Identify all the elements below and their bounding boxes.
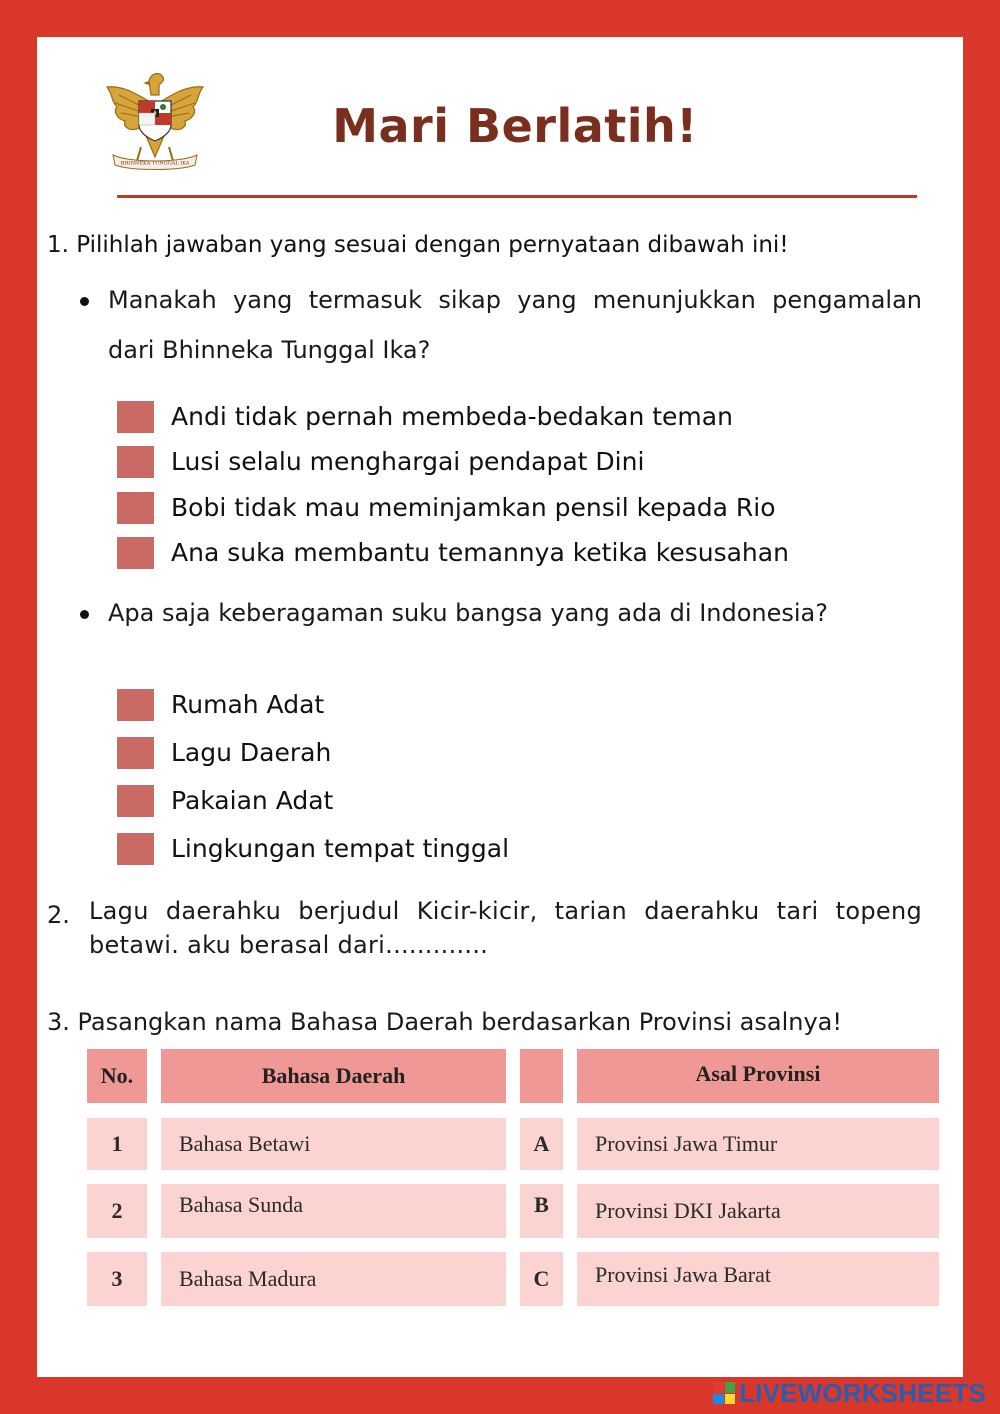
- option-label: Pakaian Adat: [171, 786, 334, 815]
- question-1-instruction: 1. Pilihlah jawaban yang sesuai dengan pernyataan dibawah ini!: [47, 232, 789, 258]
- option-label: Lagu Daerah: [171, 738, 332, 767]
- option-label: Lingkungan tempat tinggal: [171, 834, 510, 863]
- question-2: [47, 894, 922, 962]
- row-3-no: 3: [87, 1252, 147, 1306]
- row-3-bahasa[interactable]: Bahasa Madura: [161, 1252, 506, 1306]
- row-2-provinsi[interactable]: Provinsi DKI Jakarta: [577, 1184, 939, 1238]
- question-1b-text: Apa saja keberagaman suku bangsa yang ada di Indonesia?: [108, 599, 828, 627]
- liveworksheets-logo-icon: [713, 1382, 735, 1404]
- row-2-bahasa[interactable]: Bahasa Sunda: [161, 1184, 506, 1238]
- checkbox[interactable]: [117, 833, 154, 865]
- checkbox[interactable]: [117, 492, 154, 524]
- header-bahasa-daerah: Bahasa Daerah: [161, 1049, 506, 1103]
- row-1-letter: A: [520, 1118, 563, 1170]
- liveworksheets-watermark: [713, 1377, 986, 1408]
- option-label: Andi tidak pernah membeda-bedakan teman: [171, 402, 733, 431]
- checkbox[interactable]: [117, 785, 154, 817]
- question-3-instruction: 3. Pasangkan nama Bahasa Daerah berdasarkan Provinsi asalnya!: [47, 1008, 843, 1036]
- option-label: Bobi tidak mau meminjamkan pensil kepada Rio: [171, 493, 776, 522]
- question-2-number: 2.: [47, 901, 70, 929]
- worksheet: [37, 37, 963, 1377]
- title-divider: [117, 195, 917, 198]
- header-no: No.: [87, 1049, 147, 1103]
- question-1a: [80, 275, 922, 375]
- checkbox[interactable]: [117, 737, 154, 769]
- row-2-letter: B: [520, 1184, 563, 1238]
- page-title: Mari Berlatih!: [332, 99, 698, 153]
- header-letter: [520, 1049, 563, 1103]
- option-label: Ana suka membantu temannya ketika kesusahan: [171, 538, 789, 567]
- option-label: Lusi selalu menghargai pendapat Dini: [171, 447, 645, 476]
- row-1-provinsi[interactable]: Provinsi Jawa Timur: [577, 1118, 939, 1170]
- question-1a-text: Manakah yang termasuk sikap yang menunjukkan pengamalan dari Bhinneka Tunggal Ika?: [108, 286, 922, 364]
- watermark-text: LIVEWORKSHEETS: [739, 1377, 986, 1408]
- row-3-provinsi[interactable]: Provinsi Jawa Barat: [577, 1252, 939, 1306]
- checkbox[interactable]: [117, 537, 154, 569]
- row-3-letter: C: [520, 1252, 563, 1306]
- svg-text:BHINNEKA TUNGGAL IKA: BHINNEKA TUNGGAL IKA: [120, 160, 190, 167]
- header-asal-provinsi: Asal Provinsi: [577, 1049, 939, 1103]
- row-1-no: 1: [87, 1118, 147, 1170]
- option-label: Rumah Adat: [171, 690, 325, 719]
- row-1-bahasa[interactable]: Bahasa Betawi: [161, 1118, 506, 1170]
- question-1b: [80, 588, 922, 638]
- checkbox[interactable]: [117, 446, 154, 478]
- checkbox[interactable]: [117, 401, 154, 433]
- question-2-text: Lagu daerahku berjudul Kicir-kicir, tarian daerahku tari topeng betawi. aku berasal dari.............: [89, 897, 922, 959]
- checkbox[interactable]: [117, 689, 154, 721]
- row-2-no: 2: [87, 1184, 147, 1238]
